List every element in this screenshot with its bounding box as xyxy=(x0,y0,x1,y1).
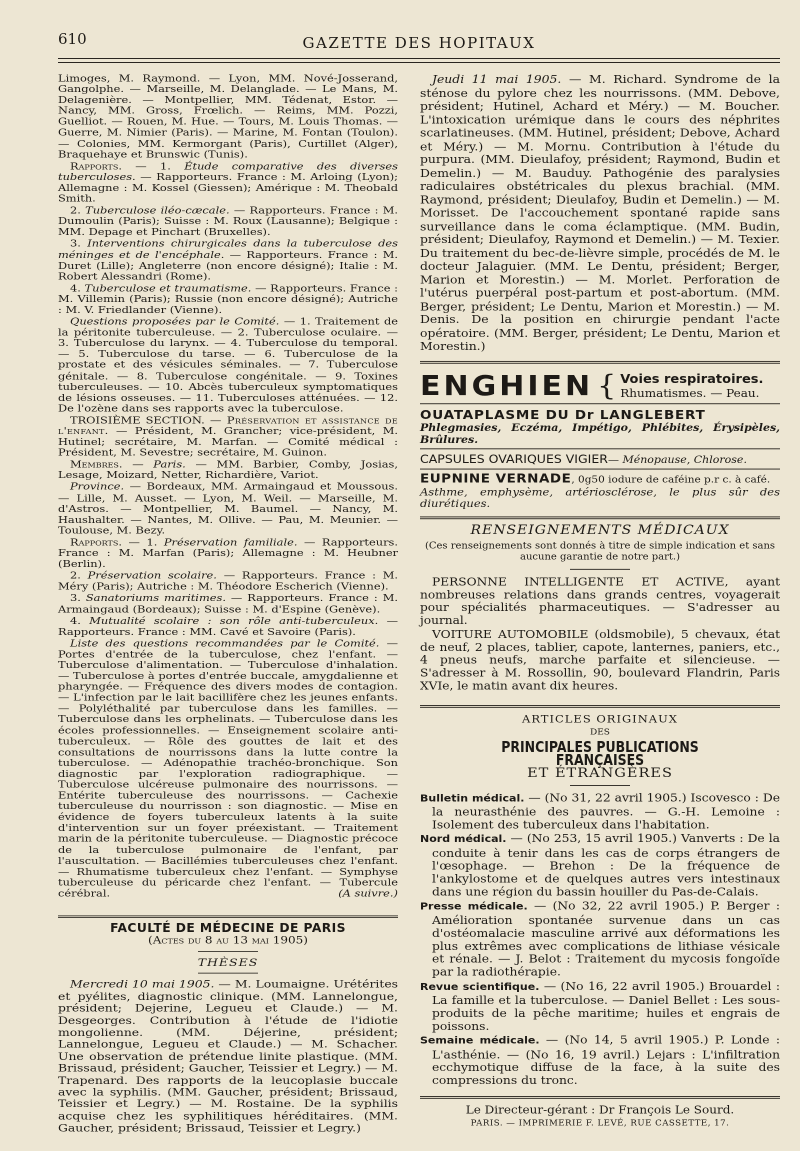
paragraph: 2. Tuberculose iléo-cæcale. — Rapporteurs. France : M. Dumoulin (Paris); Suisse : M. Roux (Lausanne); Belgique : MM. Depage et Pinchart (Bruxelles). xyxy=(58,204,398,238)
section-divider xyxy=(420,705,780,708)
ad-enghien: ENGHIEN { Voies respiratoires. Rhumatismes. — Peau. xyxy=(420,372,780,403)
paragraph: Province. — Bordeaux, MM. Armaingaud et Moussous. — Lille, M. Ausset. — Lyon, M. Weil. — Marseille, M. d'Astros. — Montpellier, M. Baumel. — Nancy, M. Haushalter. — Nantes, M. Ollive. — Pau, M. Meunier. — Toulouse, M. Bezy. xyxy=(58,480,398,537)
paragraph: Membres. — Paris. — MM. Barbier, Comby, Josias, Lesage, Moizard, Netter, Richardière, Variot. xyxy=(58,458,398,481)
section-divider xyxy=(420,1096,780,1099)
ad-ouataplasme-sub: Phlegmasies, Eczéma, Impétigo, Phlébites, Érysipèles, Brûlures. xyxy=(420,421,780,449)
list-item: Bulletin médical. — (No 31, 22 avril 1905.) Iscovesco : De la neurasthénie des pauvres. — G.-H. Lemoine : Isolement des tuberculeux dans l'habitation. xyxy=(420,791,780,832)
paragraph: Mercredi 10 mai 1905. — M. Loumaigne. Urétérites et pyélites, diagnostic clinique. (MM. Lannelongue, président; Dejerine, Legueu et Claude.) — M. Desgeorges. Contribution à l'étude de l'idiotie mongolienne. (MM. Déjerine, président; Lannelongue, Legueu et Claude.) — M. Schacher. Une observation de prétendue linite plastique. (MM. Brissaud, président; Gaucher, Teissier et Legry.) — M. Trapenard. Des rapports de la leucoplasie buccale avec la syphilis. (MM. Gaucher, président; Brissaud, Teissier et Legry.) — M. Rostaine. De la syphilis acquise chez les syphilitiques héréditaires. (MM. Gaucher, président; Brissaud, Teissier et Legry.) xyxy=(58,977,399,1134)
paragraph: 3. Sanatoriums maritimes. — Rapporteurs. France : M. Armaingaud (Bordeaux); Suisse : M. d'Espine (Genève). xyxy=(58,592,398,615)
classified-ad: PERSONNE INTELLIGENTE ET ACTIVE, ayant nombreuses relations dans grands centres, voyagerait pour spécialités pharmaceutiques. — S'adresser au journal. xyxy=(420,575,780,628)
left-column xyxy=(58,73,398,1135)
ad-ouataplasme: OUATAPLASME DU Dr LANGLEBERT xyxy=(420,407,706,423)
articles-main-title: PRINCIPALES PUBLICATIONS FRANÇAISES xyxy=(501,738,699,769)
articles-title: ARTICLES ORIGINAUX xyxy=(522,712,678,726)
list-item: Semaine médicale. — (No 14, 5 avril 1905.) P. Londe : L'asthénie. — (No 16, 19 avril.) Lejars : L'infiltration ecchymotique diffuse de la face, à la suite des compressions du tronc. xyxy=(420,1033,780,1087)
journal-title: GAZETTE DES HOPITAUX xyxy=(302,34,536,52)
paragraph: Limoges, M. Raymond. — Lyon, MM. Nové-Josserand, Gangolphe. — Marseille, M. Delanglade. — Le Mans, M. Delagenière. — Montpellier, MM. Tédenat, Estor. — Nancy, MM. Gross, Frœlich. — Reims, MM. Pozzi, Guelliot. — Rouen, M. Hue. — Tours, M. Louis Thomas. — Guerre, M. Nimier (Paris). — Marine, M. Fontan (Toulon). — Colonies, MM. Kermorgant (Paris), Curtillet (Alger), Braquehaye et Brunswic (Tunis). xyxy=(58,72,398,160)
theses-title: THÈSES xyxy=(197,956,259,969)
faculty-subtitle: (Actes du 8 au 13 mai 1905) xyxy=(148,934,308,947)
short-divider xyxy=(570,569,630,570)
right-column xyxy=(420,73,780,1130)
paragraph: 4. Mutualité scolaire : son rôle anti-tuberculeux. — Rapporteurs. France : MM. Cavé et Savoire (Paris). xyxy=(58,614,398,638)
paragraph: Questions proposées par le Comité. — 1. Traitement de la péritonite tuberculeuse. — 2. Tuberculose oculaire. — 3. Tuberculose du larynx. — 4. Tuberculose du temporal. — 5. Tuberculose du tarse. — 6. Tuberculose de la prostate et des vésicules séminales. — 7. Tuberculose génitale. — 8. Tuberculose congénitale. — 9. Toxines tuberculeuses. — 10. Abcès tuberculeux symptomatiques de lésions osseuses. — 11. Tuberculoses atténuées. — 12. De l'ozène dans ses rapports avec la tuberculose. xyxy=(58,315,398,414)
ad-eupnine: EUPNINE VERNADE, 0g50 iodure de caféine p.r c. à café. xyxy=(420,471,771,486)
advertisements xyxy=(420,369,780,511)
articles-des: DES xyxy=(590,728,610,738)
list-item: Revue scientifique. — (No 16, 22 avril 1905.) Brouardel : La famille et la tuberculose. — Daniel Bellet : Les sous-produits de la pêche maritime; huiles et engrais de poissons. xyxy=(420,979,780,1033)
articles-subtitle: ET ÉTRANGÈRES xyxy=(527,765,673,781)
header-rule-second xyxy=(58,62,780,63)
paragraph: 2. Préservation scolaire. — Rapporteurs. France : M. Méry (Paris); Autriche : M. Théodore Escherich (Vienne). xyxy=(58,569,398,593)
paragraph: 3. Interventions chirurgicales dans la tuberculose des méninges et de l'encéphale. — Rapporteurs. France : M. Duret (Lille); Angleterre (non encore désigné); Italie : M. Robert Alessandri (Rome). xyxy=(58,237,399,282)
faculty-title: FACULTÉ DE MÉDECINE DE PARIS xyxy=(110,920,346,936)
page-number: 610 xyxy=(58,30,87,48)
paragraph: Rapports. — 1. Étude comparative des diverses tuberculoses. — Rapporteurs. France : M. Arloing (Lyon); Allemagne : M. Kossel (Giessen); Amérique : M. Theobald Smith. xyxy=(58,159,398,205)
renseignements-note: (Ces renseignements sont donnés à titre de simple indication et sans aucune garantie de notre part.) xyxy=(424,541,776,563)
short-divider xyxy=(198,973,258,974)
short-divider xyxy=(570,785,630,786)
section-divider xyxy=(420,361,780,364)
printer-line: PARIS. — IMPRIMERIE F. LEVÉ, RUE CASSETTE, 17. xyxy=(470,1119,730,1129)
section-divider xyxy=(58,915,398,917)
renseignements-title: RENSEIGNEMENTS MÉDICAUX xyxy=(470,523,730,538)
paragraph: Rapports. — 1. Préservation familiale. — Rapporteurs. France : M. Marfan (Paris); Allemagne : M. Heubner (Berlin). xyxy=(58,536,398,570)
header-rule xyxy=(58,58,780,59)
list-item: Nord médical. — (No 253, 15 avril 1905.) Vanverts : De la conduite à tenir dans les cas de corps étrangers de l'œsophage. — Brehon : De la fréquence de l'ankylostome et de quelques autres vers intestinaux dans une région du bassin houiller du Pas-de-Calais. xyxy=(420,832,781,899)
a-suivre: (A suivre.) xyxy=(338,887,398,899)
paragraph: Jeudi 11 mai 1905. — M. Richard. Syndrome de la sténose du pylore chez les nourrissons. (MM. Debove, président; Hutinel, Achard et Méry.) — M. Boucher. L'intoxication urémique dans le cours des néphrites scarlatineuses. (MM. Hutinel, président; Debove, Achard et Méry.) — M. Mornu. Contribution à l'étude du purpura. (MM. Dieulafoy, président; Raymond, Budin et Demelin.) — M. Bauduy. Pathogénie des paralysies radiculaires obstétricales du plexus brachial. (MM. Raymond, président; Dieulafoy, Budin et Demelin.) — M. Morisset. De l'accouchement spontané rapide sans surveillance dans le coma éclamptique. (MM. Budin, président; Dieulafoy, Raymond et Demelin.) — M. Texier. Du traitement du bec-de-lièvre simple, procédés de M. le docteur Jalaguier. (MM. Le Dentu, président; Berger, Marion et Morestin.) — M. Morlet. Perforation de l'utérus puerpéral post-partum et post-abortum. (MM. Berger, président; Le Dentu, Marion et Morestin.) — M. Denis. De la position en chirurgie pendant l'acte opératoire. (MM. Berger, président; Le Dentu, Marion et Morestin.) xyxy=(420,72,780,353)
page-header xyxy=(58,30,780,60)
paragraph: Liste des questions recommandées par le Comité. — Portes d'entrée de la tuberculose, chez l'enfant. — Tuberculose d'alimentation. — Tuberculose d'inhalation. — Tuberculose à portes d'entrée buccale, amygdalienne et pharyngée. — Fréquence des divers modes de contagion. — L'infection par le lait bacillifère chez les jeunes enfants. — Polyléthalité par tuberculose dans les familles. — Tuberculose dans les orphelinats. — Tuberculose dans les écoles professionnelles. — Enseignement scolaire anti-tuberculeux. — Rôle des gouttes de lait et des consultations de nourrissons dans la lutte contre la tuberculose. — Adénopathie trachéo-bronchique. Son diagnostic par l'exploration radiographique. — Tuberculose ulcéreuse pulmonaire des nourrissons. — Entérite tuberculeuse des nourrissons. — Cachexie tuberculeuse du nourrisson : son diagnostic. — Mise en évidence de foyers tuberculeux latents à la suite d'intervention sur un foyer préexistant. — Traitement marin de la péritonite tuberculeuse. — Diagnostic précoce de la tuberculose pulmonaire de l'enfant, par l'auscultation. — Bacillémies tuberculeuses chez l'enfant. — Rhumatisme tuberculeux chez l'enfant. — Symphyse tuberculeuse du péricarde chez l'enfant. — Tubercule cérébral. (A suivre.) xyxy=(58,637,398,899)
section-heading: TROISIÈME SECTION. — Préservation et assistance de l'enfant. — Président, M. Grancher; vice-président, M. Hutinel; secrétaire, M. Marfan. — Comité médical : Président, M. Sevestre; secrétaire, M. Guinon. xyxy=(58,414,398,459)
section-divider xyxy=(420,517,780,520)
classified-ad: VOITURE AUTOMOBILE (oldsmobile), 5 chevaux, état de neuf, 2 places, tablier, capote, lanternes, paniers, etc., 4 pneus neufs, marche parfaite et silencieuse. — S'adresser à M. Rossollin, 90, boulevard Flandrin, Paris XVIe, le matin avant dix heures. xyxy=(420,627,780,693)
director-line: Le Directeur-gérant : Dr François Le Sourd. xyxy=(465,1103,735,1117)
publication-list xyxy=(420,791,780,1087)
list-item: Presse médicale. — (No 32, 22 avril 1905.) P. Berger : Amélioration spontanée survenue dans un cas d'ostéomalacie masculine arrivé aux déformations les plus extrêmes avec complications de lithiase vésicale et rénale. — J. Belot : Traitement du mycosis fongoïde par la radiothérapie. xyxy=(420,899,780,979)
short-divider xyxy=(198,951,258,952)
ad-capsules: CAPSULES OVARIQUES VIGIER— Ménopause, Chlorose. xyxy=(420,453,780,470)
paragraph: 4. Tuberculose et traumatisme. — Rapporteurs. France : M. Villemin (Paris); Russie (non encore désigné); Autriche : M. V. Friedlander (Vienne). xyxy=(58,281,398,316)
ad-eupnine-sub: Asthme, emphysème, artériosclérose, le plus sûr des diurétiques. xyxy=(420,485,780,511)
